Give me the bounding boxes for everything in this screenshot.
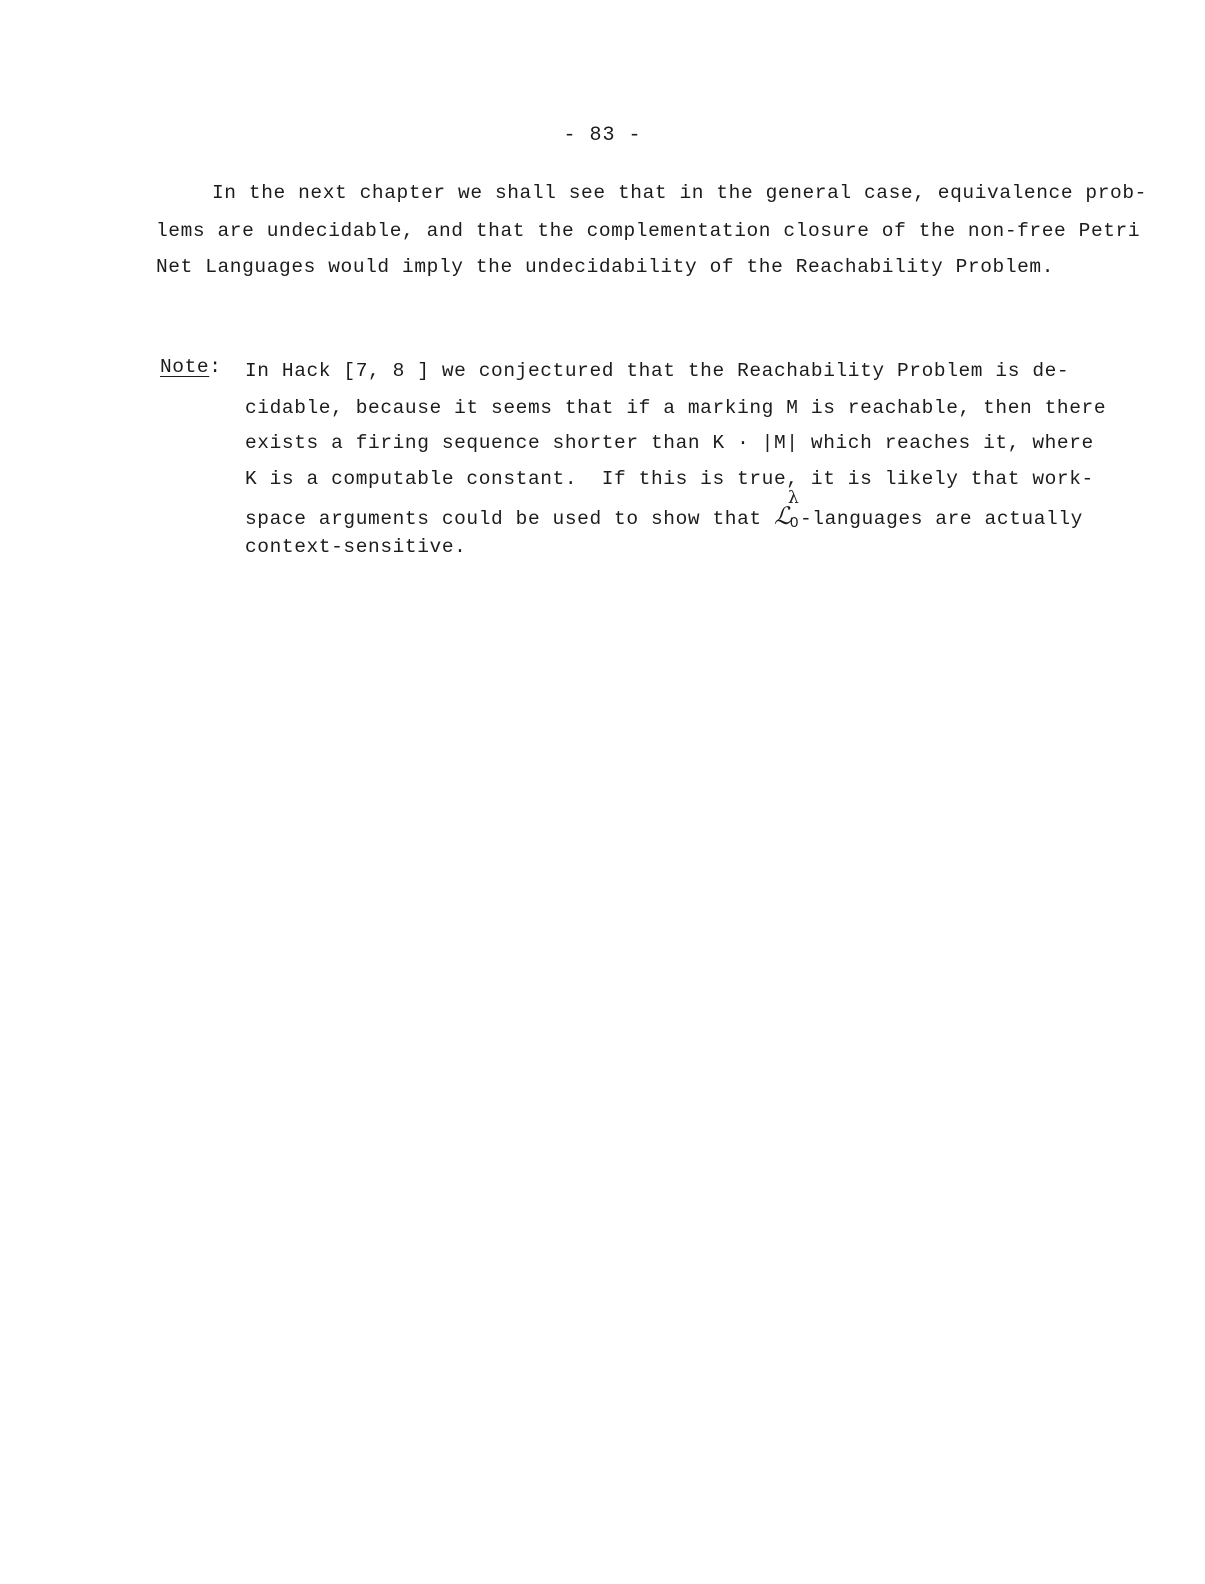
note-line: In Hack [7, 8 ] we conjectured that the Reachability Problem is de- [245,360,1070,382]
symbol-base: ℒ [773,502,792,530]
paragraph-line: lems are undecidable, and that the complementation closure of the non-free Petri [156,220,1141,242]
symbol-subscript: 0 [789,514,799,531]
note-line: exists a firing sequence shorter than K · |M| which reaches it, where [245,432,1094,454]
page-number: - 83 - [563,124,642,147]
note-label [160,356,222,378]
paragraph-line: Net Languages would imply the undecidability of the Reachability Problem. [156,256,1055,278]
note-line [245,488,1083,531]
note-line-part: -languages are actually [799,508,1083,530]
note-label-text: Note [160,356,210,378]
note-line: K is a computable constant. If this is true, it is likely that work- [245,468,1094,490]
symbol-superscript: λ [787,488,800,508]
note-label-colon: : [209,356,222,378]
note-line: cidable, because it seems that if a marking M is reachable, then there [245,397,1107,419]
script-l-symbol [773,488,800,531]
note-line-part: space arguments could be used to show that [245,508,774,530]
paragraph-line: In the next chapter we shall see that in the general case, equivalence prob- [212,182,1147,204]
note-line: context-sensitive. [245,536,467,558]
